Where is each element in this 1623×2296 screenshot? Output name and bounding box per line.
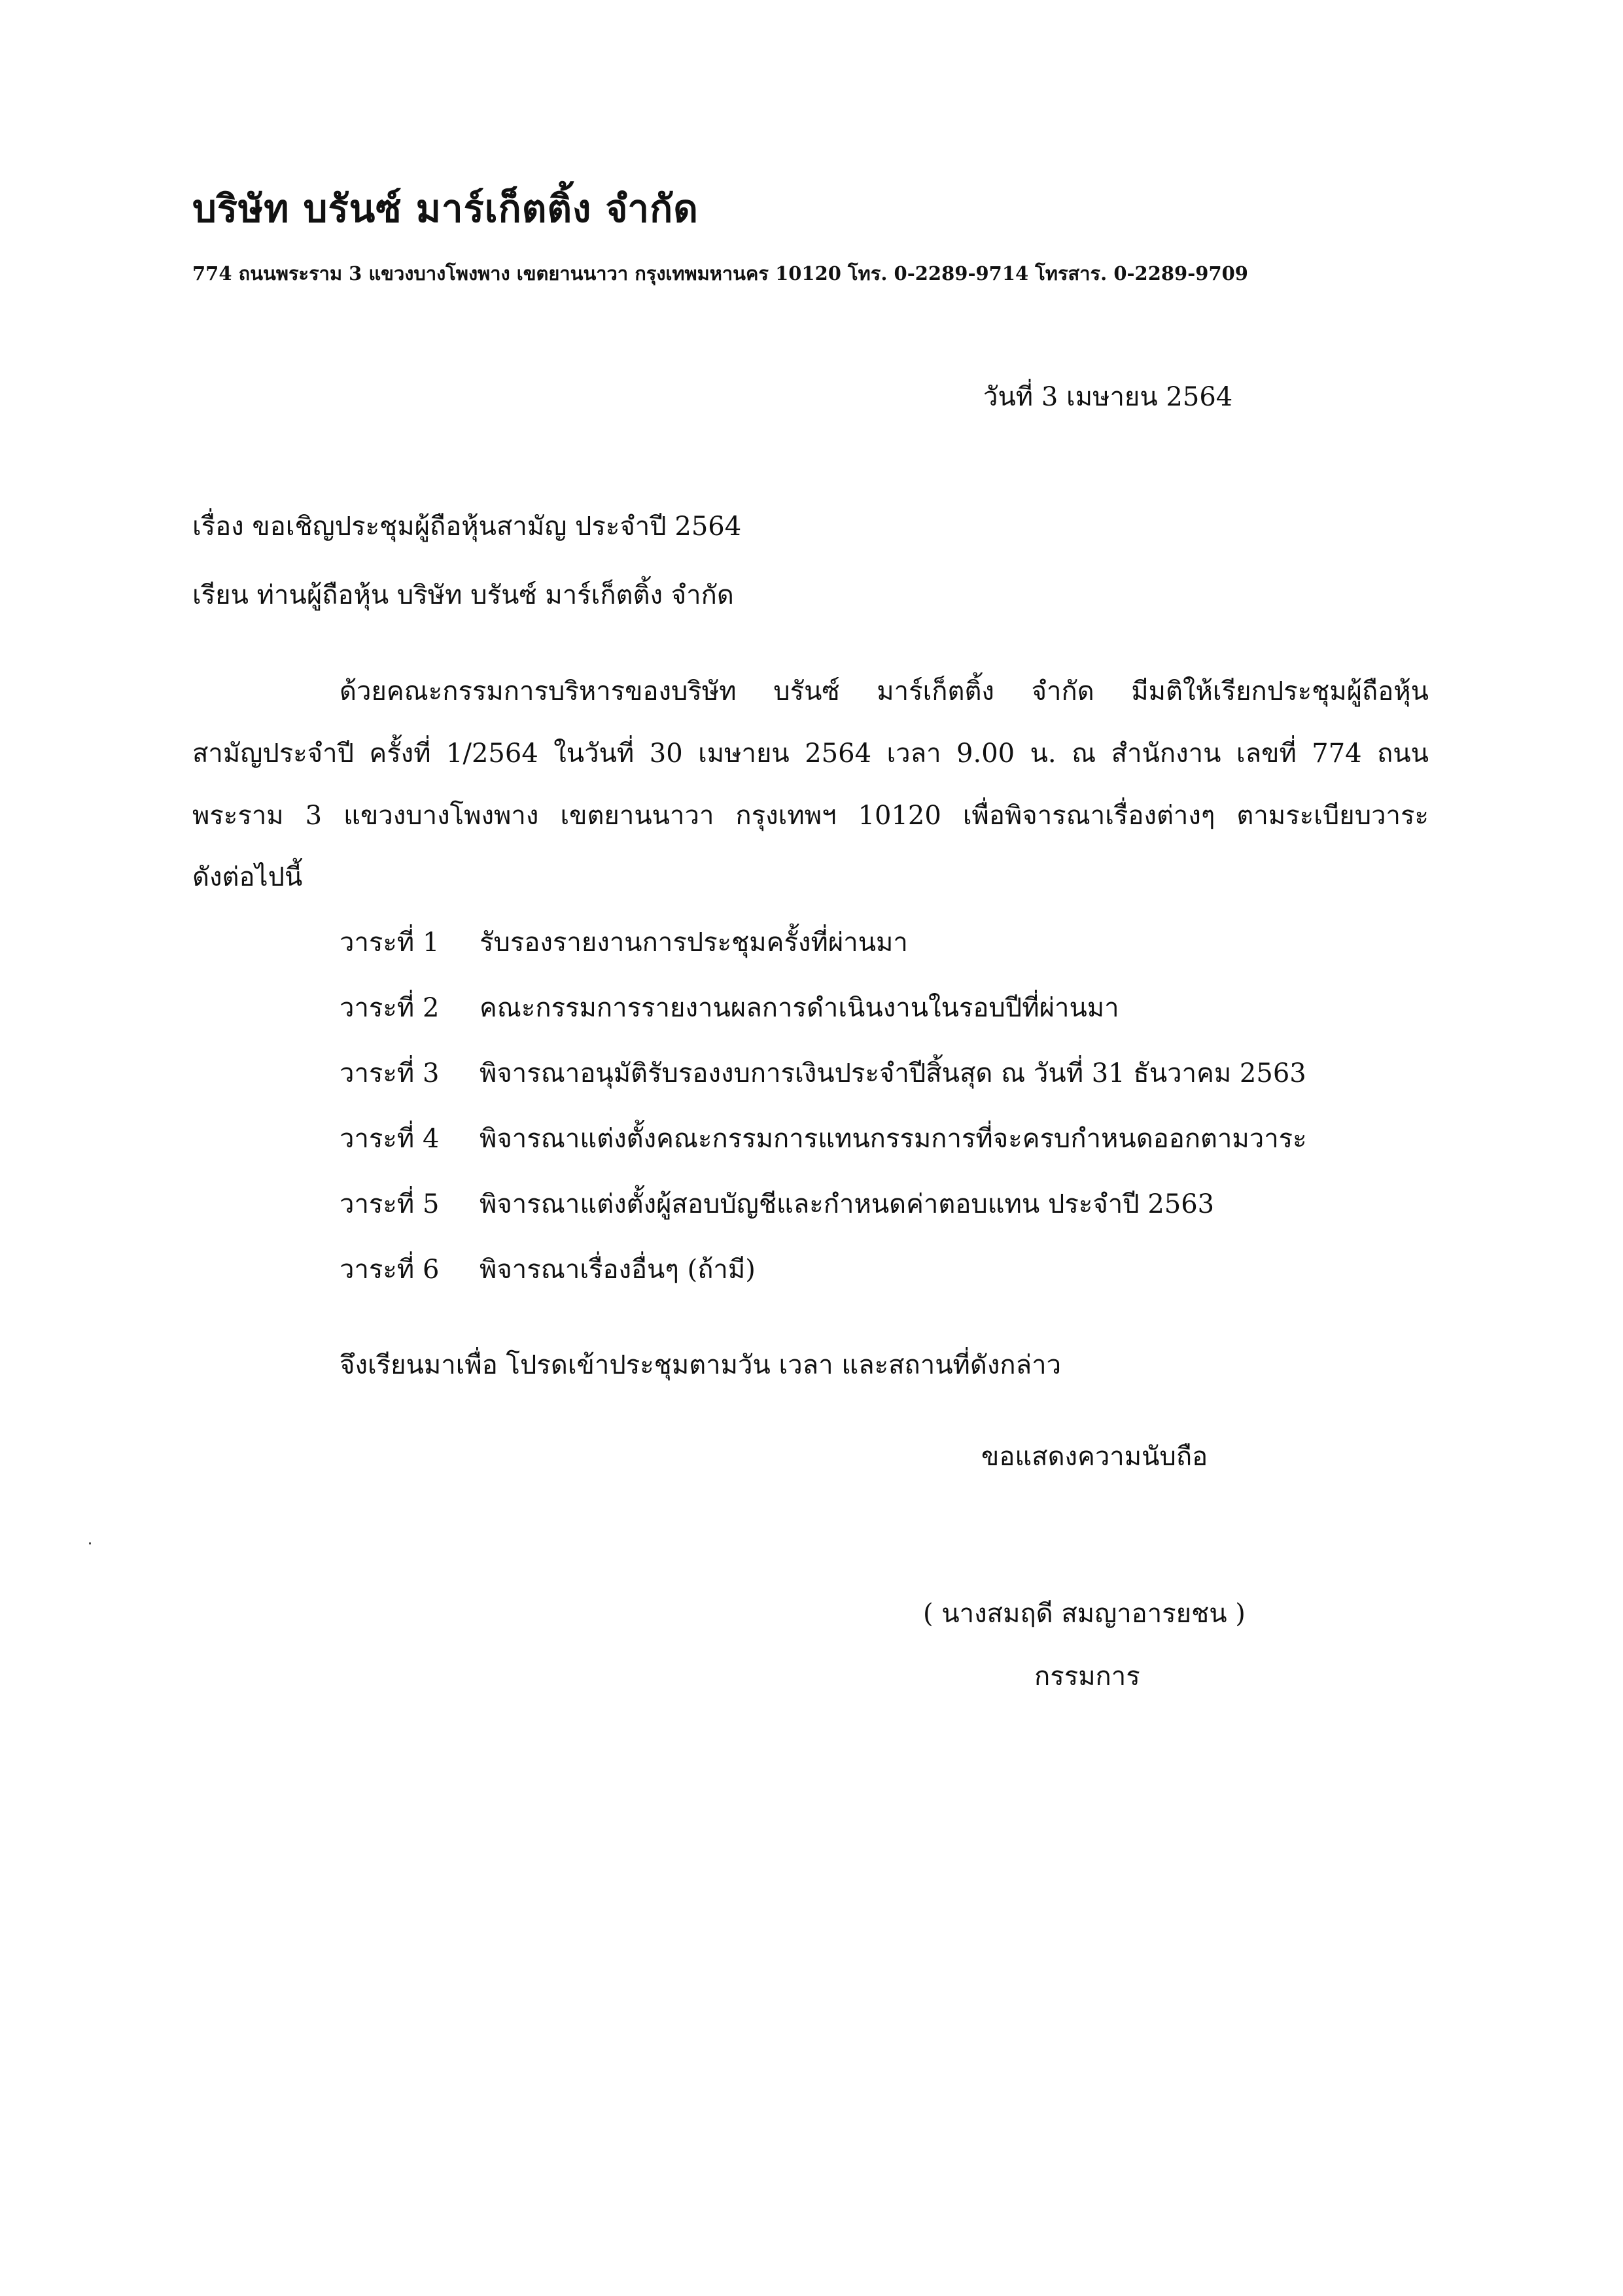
salutation-line: เรียน ท่านผู้ถือหุ้น บริษัท บรันซ์ มาร์เก็ตติ้ง จำกัด	[192, 580, 734, 610]
agenda-text: คณะกรรมการรายงานผลการดำเนินงานในรอบปีที่ผ่านมา	[480, 993, 1119, 1023]
agenda-text: พิจารณาอนุมัติรับรองงบการเงินประจำปีสิ้นสุด ณ วันที่ 31 ธันวาคม 2563	[480, 1058, 1306, 1088]
agenda-item	[340, 1183, 1214, 1225]
agenda-label: วาระที่ 3	[340, 1058, 440, 1088]
agenda-text: พิจารณาแต่งตั้งคณะกรรมการแทนกรรมการที่จะครบกำหนดออกตามวาระ	[480, 1124, 1307, 1154]
agenda-text: รับรองรายงานการประชุมครั้งที่ผ่านมา	[480, 928, 908, 958]
agenda-label: วาระที่ 1	[340, 928, 440, 958]
agenda-item	[340, 1248, 756, 1290]
body-line: สามัญประจำปี ครั้งที่ 1/2564 ในวันที่ 30 เมษายน 2564 เวลา 9.00 น. ณ สำนักงาน เลขที่ 774 ถนน	[192, 739, 1429, 769]
closing-line: จึงเรียนมาเพื่อ โปรดเข้าประชุมตามวัน เวลา และสถานที่ดังกล่าว	[340, 1350, 1062, 1380]
company-address: 774 ถนนพระราม 3 แขวงบางโพงพาง เขตยานนาวา กรุงเทพมหานคร 10120 โทร. 0-2289-9714 โทรสาร. 0-2289-9709	[192, 262, 1248, 285]
scan-speck	[89, 1542, 91, 1544]
agenda-item	[340, 921, 908, 963]
agenda-label: วาระที่ 6	[340, 1255, 440, 1285]
company-name: บริษัท บรันซ์ มาร์เก็ตติ้ง จำกัด	[192, 186, 699, 231]
signer-name: ( นางสมฤดี สมญาอารยชน )	[923, 1599, 1246, 1629]
letter-date: วันที่ 3 เมษายน 2564	[983, 382, 1233, 412]
agenda-item	[340, 1052, 1306, 1094]
subject-line: เรื่อง ขอเชิญประชุมผู้ถือหุ้นสามัญ ประจำปี 2564	[192, 512, 742, 542]
body-line: ดังต่อไปนี้	[192, 862, 303, 892]
agenda-text: พิจารณาเรื่องอื่นๆ (ถ้ามี)	[480, 1255, 756, 1285]
signer-title: กรรมการ	[1034, 1661, 1140, 1692]
body-line: พระราม 3 แขวงบางโพงพาง เขตยานนาวา กรุงเทพฯ 10120 เพื่อพิจารณาเรื่องต่างๆ ตามระเบียบวาระ	[192, 801, 1429, 831]
regards: ขอแสดงความนับถือ	[981, 1442, 1208, 1472]
agenda-item	[340, 1117, 1307, 1159]
agenda-label: วาระที่ 2	[340, 993, 440, 1023]
agenda-text: พิจารณาแต่งตั้งผู้สอบบัญชีและกำหนดค่าตอบแทน ประจำปี 2563	[480, 1189, 1215, 1219]
agenda-label: วาระที่ 4	[340, 1124, 440, 1154]
agenda-item	[340, 986, 1119, 1028]
agenda-label: วาระที่ 5	[340, 1189, 440, 1219]
body-line: ด้วยคณะกรรมการบริหารของบริษัท บรันซ์ มาร์เก็ตติ้ง จำกัด มีมติให้เรียกประชุมผู้ถือหุ้น	[340, 676, 1429, 706]
